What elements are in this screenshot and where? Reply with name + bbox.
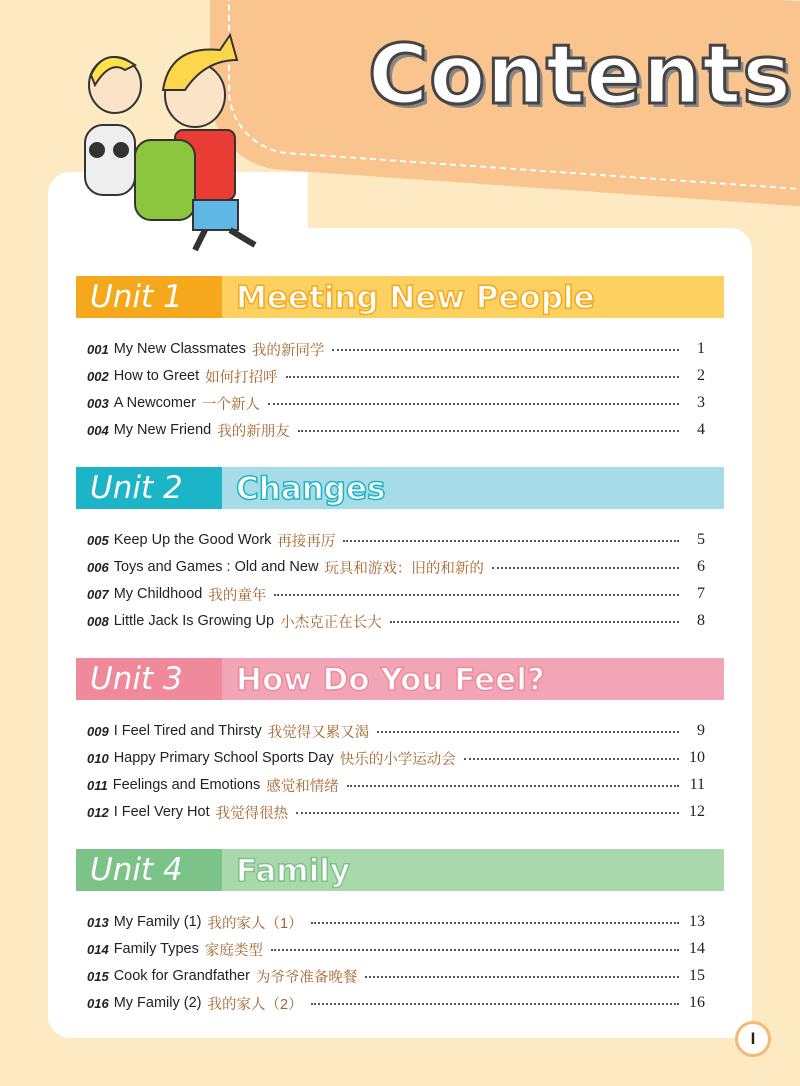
unit-header bbox=[76, 658, 724, 700]
toc-entry[interactable] bbox=[87, 556, 705, 578]
toc-entry[interactable] bbox=[87, 365, 705, 387]
unit-label: Unit 4 bbox=[76, 849, 222, 891]
lesson-title-en: Family Types bbox=[113, 941, 199, 957]
unit-title: Changes bbox=[222, 467, 724, 509]
lesson-title-en: My Family (1) bbox=[113, 914, 202, 930]
lesson-title-en: Toys and Games : Old and New bbox=[113, 559, 319, 575]
toc-entry[interactable] bbox=[87, 965, 705, 987]
dot-leader bbox=[377, 731, 679, 733]
lesson-number: 007 bbox=[87, 586, 109, 602]
page-ref: 1 bbox=[697, 340, 705, 357]
page-ref: 12 bbox=[689, 803, 705, 820]
lesson-number: 011 bbox=[87, 777, 108, 793]
dot-leader bbox=[464, 758, 679, 760]
lesson-title-cn: 我的新朋友 bbox=[217, 423, 290, 440]
toc-entry[interactable] bbox=[87, 720, 705, 742]
lesson-title-en: My New Friend bbox=[113, 422, 212, 438]
lesson-title-cn: 为爷爷准备晚餐 bbox=[255, 969, 358, 986]
lesson-number: 010 bbox=[87, 750, 109, 766]
kids-illustration bbox=[55, 30, 295, 260]
page-ref: 10 bbox=[689, 749, 705, 766]
lesson-number: 014 bbox=[87, 941, 109, 957]
lesson-title-en: I Feel Tired and Thirsty bbox=[113, 723, 262, 739]
lesson-title-en: Happy Primary School Sports Day bbox=[113, 750, 334, 766]
unit-label: Unit 1 bbox=[76, 276, 222, 318]
lesson-title-cn: 玩具和游戏：旧的和新的 bbox=[324, 560, 484, 577]
lesson-number: 001 bbox=[87, 341, 109, 357]
page-ref: 14 bbox=[689, 940, 705, 957]
page-ref: 9 bbox=[697, 722, 705, 739]
page-ref: 3 bbox=[697, 394, 705, 411]
lesson-title-en: How to Greet bbox=[113, 368, 200, 384]
page-number: I bbox=[735, 1021, 771, 1057]
lesson-title-cn: 我的童年 bbox=[208, 587, 267, 604]
lesson-title-cn: 我的家人（2） bbox=[207, 996, 303, 1013]
page-ref: 6 bbox=[697, 558, 705, 575]
lesson-number: 012 bbox=[87, 804, 109, 820]
lesson-title-en: My Family (2) bbox=[113, 995, 202, 1011]
lesson-number: 016 bbox=[87, 995, 109, 1011]
dot-leader bbox=[311, 1003, 679, 1005]
lesson-title-en: Little Jack Is Growing Up bbox=[113, 613, 275, 629]
lesson-title-cn: 快乐的小学运动会 bbox=[339, 751, 456, 768]
lesson-title-cn: 我觉得很热 bbox=[215, 805, 289, 822]
lesson-title-en: Cook for Grandfather bbox=[113, 968, 250, 984]
lesson-title-cn: 我觉得又累又渴 bbox=[267, 724, 370, 741]
lesson-title-en: My Childhood bbox=[113, 586, 203, 602]
unit-header bbox=[76, 467, 724, 509]
page-ref: 8 bbox=[697, 612, 705, 629]
unit-label: Unit 3 bbox=[76, 658, 222, 700]
page-ref: 15 bbox=[689, 967, 705, 984]
dot-leader bbox=[274, 594, 679, 596]
dot-leader bbox=[332, 349, 679, 351]
page-ref: 11 bbox=[689, 776, 705, 793]
lesson-title-en: Feelings and Emotions bbox=[112, 777, 261, 793]
page-title: Contents bbox=[368, 28, 793, 123]
unit-header bbox=[76, 849, 724, 891]
dot-leader bbox=[268, 403, 679, 405]
dot-leader bbox=[343, 540, 679, 542]
dot-leader bbox=[311, 922, 679, 924]
lesson-title-cn: 如何打招呼 bbox=[205, 369, 278, 386]
lesson-title-en: My New Classmates bbox=[113, 341, 246, 357]
lesson-number: 015 bbox=[87, 968, 109, 984]
toc-entry[interactable] bbox=[87, 774, 705, 796]
toc-entry[interactable] bbox=[87, 911, 705, 933]
lesson-title-cn: 我的家人（1） bbox=[207, 915, 303, 932]
page-ref: 2 bbox=[697, 367, 705, 384]
toc-entry[interactable] bbox=[87, 583, 705, 605]
lesson-title-en: Keep Up the Good Work bbox=[113, 532, 272, 548]
unit-title: Meeting New People bbox=[222, 276, 724, 318]
lesson-number: 008 bbox=[87, 613, 109, 629]
lesson-title-cn: 小杰克正在长大 bbox=[280, 614, 382, 631]
toc-entry[interactable] bbox=[87, 610, 705, 632]
lesson-number: 003 bbox=[87, 395, 109, 411]
dot-leader bbox=[390, 621, 679, 623]
toc-entry[interactable] bbox=[87, 529, 705, 551]
lesson-title-en: I Feel Very Hot bbox=[113, 804, 210, 820]
dot-leader bbox=[365, 976, 679, 978]
page-ref: 16 bbox=[689, 994, 705, 1011]
dot-leader bbox=[347, 785, 679, 787]
dot-leader bbox=[286, 376, 679, 378]
toc-entry[interactable] bbox=[87, 338, 705, 360]
toc-entry[interactable] bbox=[87, 747, 705, 769]
lesson-number: 013 bbox=[87, 914, 109, 930]
lesson-title-cn: 再接再厉 bbox=[277, 533, 336, 550]
page-ref: 4 bbox=[697, 421, 705, 438]
lesson-title-cn: 我的新同学 bbox=[251, 342, 325, 359]
toc-entry[interactable] bbox=[87, 801, 705, 823]
unit-title: Family bbox=[222, 849, 724, 891]
page-ref: 13 bbox=[689, 913, 705, 930]
lesson-number: 002 bbox=[87, 368, 109, 384]
lesson-number: 005 bbox=[87, 532, 109, 548]
dot-leader bbox=[271, 949, 679, 951]
unit-header bbox=[76, 276, 724, 318]
page-ref: 7 bbox=[697, 585, 705, 602]
page-ref: 5 bbox=[697, 531, 705, 548]
dot-leader bbox=[298, 430, 679, 432]
lesson-title-cn: 家庭类型 bbox=[204, 942, 263, 959]
lesson-title-en: A Newcomer bbox=[113, 395, 196, 411]
lesson-number: 006 bbox=[87, 559, 109, 575]
dot-leader bbox=[296, 812, 679, 814]
lesson-number: 009 bbox=[87, 723, 109, 739]
dot-leader bbox=[492, 567, 679, 569]
lesson-number: 004 bbox=[87, 422, 109, 438]
toc-entry[interactable] bbox=[87, 992, 705, 1014]
lesson-title-cn: 感觉和情绪 bbox=[266, 778, 339, 795]
lesson-title-cn: 一个新人 bbox=[201, 396, 260, 413]
unit-title: How Do You Feel? bbox=[222, 658, 724, 700]
unit-label: Unit 2 bbox=[76, 467, 222, 509]
toc-entry[interactable] bbox=[87, 419, 705, 441]
toc-entry[interactable] bbox=[87, 938, 705, 960]
toc-entry[interactable] bbox=[87, 392, 705, 414]
